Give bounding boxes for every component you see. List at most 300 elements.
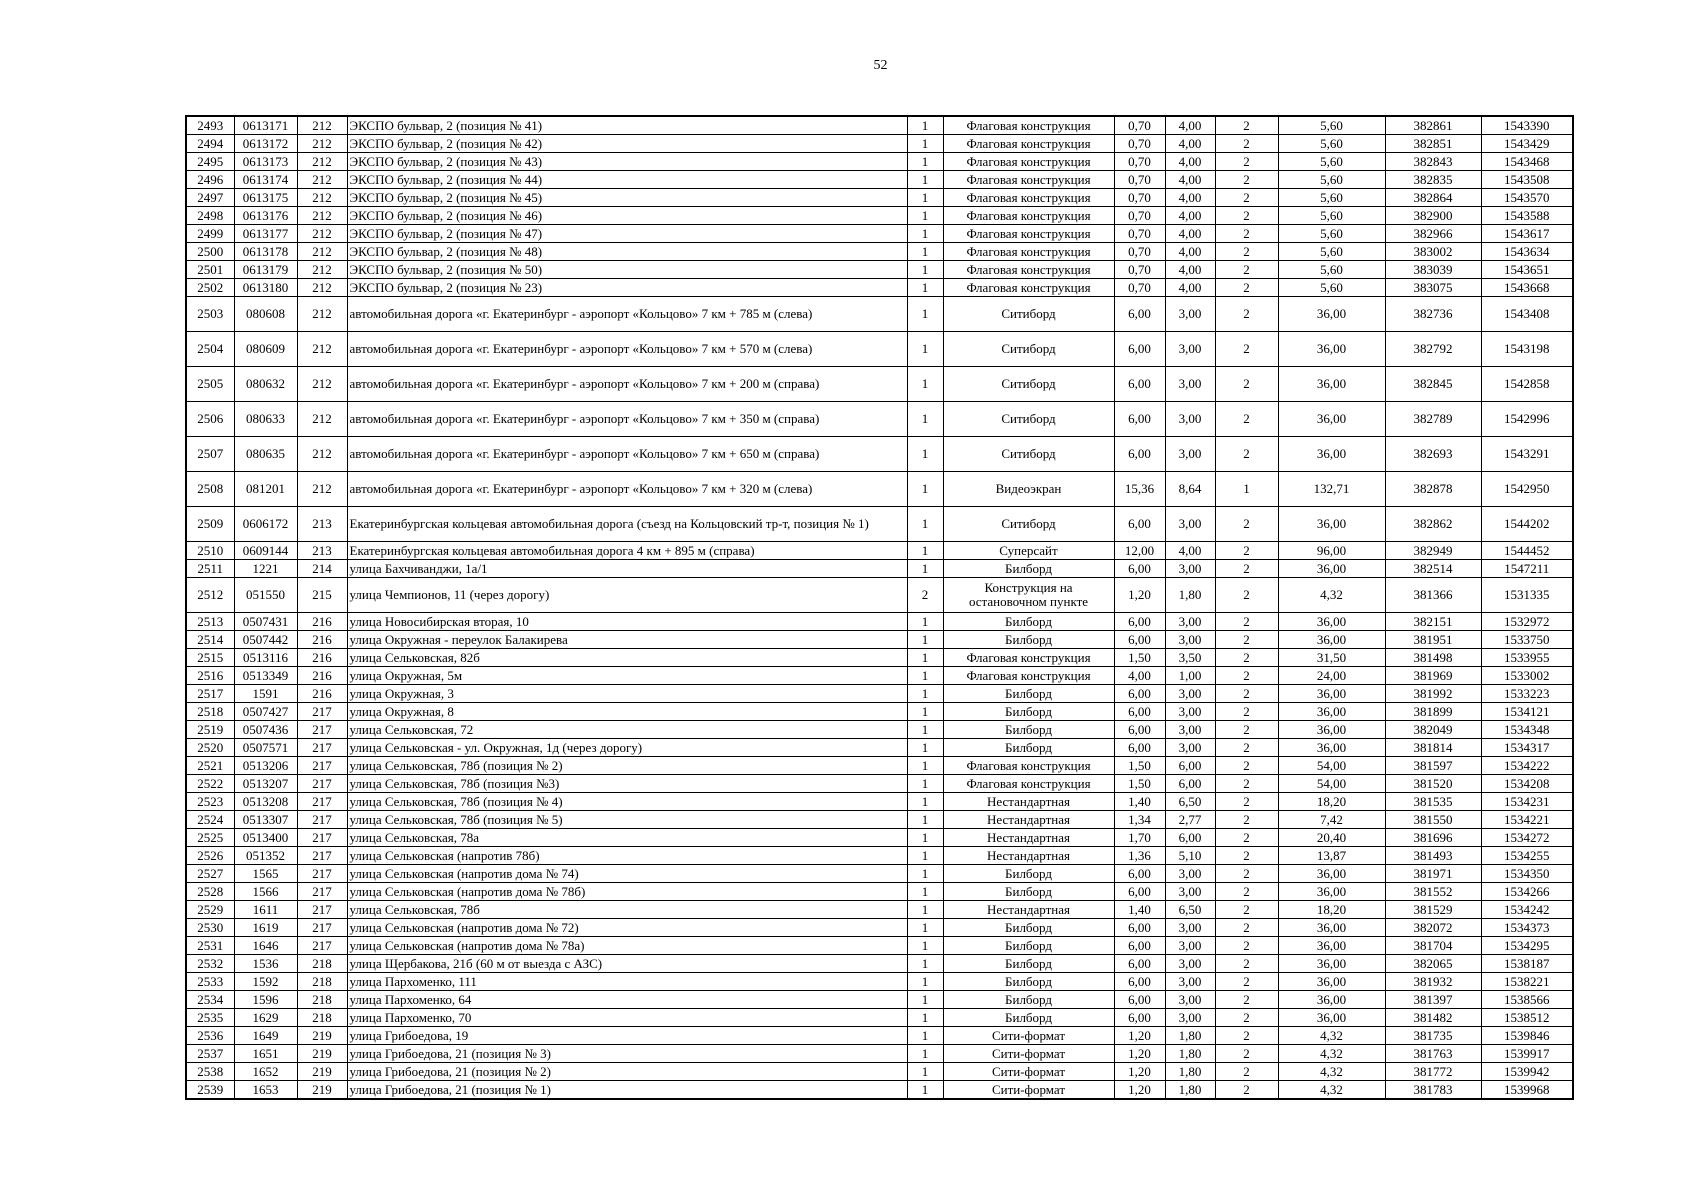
cell-area: 24,00 bbox=[1278, 667, 1385, 685]
table-row bbox=[186, 560, 1573, 578]
cell-row-number: 2518 bbox=[186, 703, 234, 721]
cell-construction-type: Суперсайт bbox=[943, 542, 1114, 560]
cell-address: автомобильная дорога «г. Екатеринбург - аэропорт «Кольцово» 7 км + 570 м (слева) bbox=[347, 332, 907, 367]
cell-row-number: 2506 bbox=[186, 402, 234, 437]
cell-constr-id: 0507571 bbox=[234, 739, 297, 757]
cell-row-number: 2512 bbox=[186, 578, 234, 613]
cell-constr-id: 080633 bbox=[234, 402, 297, 437]
cell-row-number: 2531 bbox=[186, 937, 234, 955]
cell-address: ЭКСПО бульвар, 2 (позиция № 48) bbox=[347, 243, 907, 261]
cell-address: улица Бахчиванджи, 1а/1 bbox=[347, 560, 907, 578]
cell-zone: 212 bbox=[297, 135, 347, 153]
cell-width: 0,70 bbox=[1114, 243, 1165, 261]
cell-coord-y: 1534317 bbox=[1481, 739, 1573, 757]
cell-zone: 217 bbox=[297, 811, 347, 829]
cell-construction-type: Нестандартная bbox=[943, 829, 1114, 847]
cell-construction-type: Нестандартная bbox=[943, 901, 1114, 919]
cell-area: 18,20 bbox=[1278, 793, 1385, 811]
cell-zone: 219 bbox=[297, 1081, 347, 1100]
cell-row-number: 2516 bbox=[186, 667, 234, 685]
cell-constr-id: 080632 bbox=[234, 367, 297, 402]
cell-coord-x: 382861 bbox=[1385, 116, 1481, 135]
cell-faces: 2 bbox=[1215, 402, 1278, 437]
cell-width: 4,00 bbox=[1114, 667, 1165, 685]
cell-row-number: 2528 bbox=[186, 883, 234, 901]
cell-constr-id: 1652 bbox=[234, 1063, 297, 1081]
cell-coord-y: 1538187 bbox=[1481, 955, 1573, 973]
cell-faces: 2 bbox=[1215, 1063, 1278, 1081]
cell-constr-id: 0613172 bbox=[234, 135, 297, 153]
cell-row-number: 2532 bbox=[186, 955, 234, 973]
cell-faces: 2 bbox=[1215, 437, 1278, 472]
cell-zone: 212 bbox=[297, 472, 347, 507]
cell-height: 6,00 bbox=[1165, 775, 1215, 793]
cell-address: улица Сельковская - ул. Окружная, 1д (через дорогу) bbox=[347, 739, 907, 757]
cell-sides-count: 1 bbox=[907, 685, 943, 703]
table-row bbox=[186, 901, 1573, 919]
cell-coord-x: 383002 bbox=[1385, 243, 1481, 261]
cell-faces: 2 bbox=[1215, 631, 1278, 649]
cell-coord-x: 382792 bbox=[1385, 332, 1481, 367]
cell-coord-y: 1547211 bbox=[1481, 560, 1573, 578]
cell-height: 1,80 bbox=[1165, 1081, 1215, 1100]
cell-faces: 1 bbox=[1215, 472, 1278, 507]
cell-construction-type: Билборд bbox=[943, 613, 1114, 631]
cell-zone: 218 bbox=[297, 973, 347, 991]
cell-height: 1,80 bbox=[1165, 578, 1215, 613]
cell-height: 3,00 bbox=[1165, 560, 1215, 578]
cell-sides-count: 1 bbox=[907, 901, 943, 919]
cell-area: 5,60 bbox=[1278, 207, 1385, 225]
cell-faces: 2 bbox=[1215, 703, 1278, 721]
cell-zone: 217 bbox=[297, 919, 347, 937]
cell-area: 36,00 bbox=[1278, 613, 1385, 631]
cell-row-number: 2504 bbox=[186, 332, 234, 367]
cell-construction-type: Ситиборд bbox=[943, 297, 1114, 332]
cell-row-number: 2537 bbox=[186, 1045, 234, 1063]
cell-constr-id: 1536 bbox=[234, 955, 297, 973]
cell-faces: 2 bbox=[1215, 847, 1278, 865]
cell-address: ЭКСПО бульвар, 2 (позиция № 46) bbox=[347, 207, 907, 225]
cell-construction-type: Ситиборд bbox=[943, 507, 1114, 542]
cell-coord-y: 1534272 bbox=[1481, 829, 1573, 847]
cell-row-number: 2497 bbox=[186, 189, 234, 207]
cell-construction-type: Билборд bbox=[943, 991, 1114, 1009]
cell-address: автомобильная дорога «г. Екатеринбург - аэропорт «Кольцово» 7 км + 350 м (справа) bbox=[347, 402, 907, 437]
cell-coord-x: 381397 bbox=[1385, 991, 1481, 1009]
cell-coord-x: 382514 bbox=[1385, 560, 1481, 578]
table-row bbox=[186, 955, 1573, 973]
cell-sides-count: 1 bbox=[907, 973, 943, 991]
cell-coord-x: 382736 bbox=[1385, 297, 1481, 332]
cell-construction-type: Видеоэкран bbox=[943, 472, 1114, 507]
table-row bbox=[186, 1027, 1573, 1045]
cell-constr-id: 1611 bbox=[234, 901, 297, 919]
table-row bbox=[186, 613, 1573, 631]
cell-area: 54,00 bbox=[1278, 757, 1385, 775]
cell-sides-count: 1 bbox=[907, 542, 943, 560]
cell-width: 1,50 bbox=[1114, 649, 1165, 667]
cell-zone: 212 bbox=[297, 243, 347, 261]
cell-height: 4,00 bbox=[1165, 153, 1215, 171]
cell-faces: 2 bbox=[1215, 542, 1278, 560]
cell-sides-count: 1 bbox=[907, 775, 943, 793]
cell-constr-id: 1646 bbox=[234, 937, 297, 955]
cell-width: 6,00 bbox=[1114, 937, 1165, 955]
cell-coord-x: 381992 bbox=[1385, 685, 1481, 703]
cell-constr-id: 0507436 bbox=[234, 721, 297, 739]
table-row bbox=[186, 991, 1573, 1009]
cell-width: 0,70 bbox=[1114, 171, 1165, 189]
cell-sides-count: 1 bbox=[907, 279, 943, 297]
cell-faces: 2 bbox=[1215, 1009, 1278, 1027]
table-row bbox=[186, 189, 1573, 207]
cell-width: 6,00 bbox=[1114, 507, 1165, 542]
cell-constr-id: 0513116 bbox=[234, 649, 297, 667]
cell-coord-y: 1543617 bbox=[1481, 225, 1573, 243]
cell-width: 6,00 bbox=[1114, 721, 1165, 739]
cell-coord-x: 381498 bbox=[1385, 649, 1481, 667]
cell-height: 3,00 bbox=[1165, 973, 1215, 991]
cell-sides-count: 1 bbox=[907, 793, 943, 811]
cell-height: 6,50 bbox=[1165, 901, 1215, 919]
cell-area: 36,00 bbox=[1278, 297, 1385, 332]
cell-coord-x: 381969 bbox=[1385, 667, 1481, 685]
cell-height: 3,00 bbox=[1165, 739, 1215, 757]
registry-body bbox=[186, 116, 1573, 1099]
cell-faces: 2 bbox=[1215, 332, 1278, 367]
cell-constr-id: 0613171 bbox=[234, 116, 297, 135]
cell-address: улица Сельковская (напротив дома № 72) bbox=[347, 919, 907, 937]
cell-width: 6,00 bbox=[1114, 631, 1165, 649]
cell-coord-y: 1543291 bbox=[1481, 437, 1573, 472]
cell-area: 36,00 bbox=[1278, 721, 1385, 739]
cell-coord-x: 383039 bbox=[1385, 261, 1481, 279]
cell-coord-y: 1533750 bbox=[1481, 631, 1573, 649]
cell-zone: 217 bbox=[297, 883, 347, 901]
cell-width: 12,00 bbox=[1114, 542, 1165, 560]
cell-constr-id: 081201 bbox=[234, 472, 297, 507]
cell-coord-x: 381696 bbox=[1385, 829, 1481, 847]
cell-height: 1,80 bbox=[1165, 1027, 1215, 1045]
cell-coord-y: 1543429 bbox=[1481, 135, 1573, 153]
cell-area: 36,00 bbox=[1278, 937, 1385, 955]
cell-row-number: 2511 bbox=[186, 560, 234, 578]
cell-width: 6,00 bbox=[1114, 991, 1165, 1009]
cell-sides-count: 1 bbox=[907, 116, 943, 135]
cell-coord-y: 1534208 bbox=[1481, 775, 1573, 793]
cell-width: 6,00 bbox=[1114, 402, 1165, 437]
cell-height: 4,00 bbox=[1165, 243, 1215, 261]
cell-width: 1,20 bbox=[1114, 1081, 1165, 1100]
cell-sides-count: 1 bbox=[907, 811, 943, 829]
cell-zone: 213 bbox=[297, 542, 347, 560]
cell-row-number: 2526 bbox=[186, 847, 234, 865]
cell-faces: 2 bbox=[1215, 721, 1278, 739]
cell-width: 6,00 bbox=[1114, 739, 1165, 757]
cell-zone: 218 bbox=[297, 1009, 347, 1027]
page-number: 52 bbox=[873, 58, 888, 73]
cell-address: автомобильная дорога «г. Екатеринбург - аэропорт «Кольцово» 7 км + 785 м (слева) bbox=[347, 297, 907, 332]
cell-construction-type: Флаговая конструкция bbox=[943, 225, 1114, 243]
table-row bbox=[186, 1045, 1573, 1063]
cell-sides-count: 1 bbox=[907, 991, 943, 1009]
cell-construction-type: Билборд bbox=[943, 685, 1114, 703]
cell-height: 1,80 bbox=[1165, 1063, 1215, 1081]
cell-constr-id: 1565 bbox=[234, 865, 297, 883]
cell-row-number: 2520 bbox=[186, 739, 234, 757]
cell-faces: 2 bbox=[1215, 261, 1278, 279]
table-row bbox=[186, 703, 1573, 721]
cell-width: 6,00 bbox=[1114, 919, 1165, 937]
cell-coord-x: 381550 bbox=[1385, 811, 1481, 829]
cell-coord-x: 381552 bbox=[1385, 883, 1481, 901]
cell-coord-y: 1534255 bbox=[1481, 847, 1573, 865]
cell-faces: 2 bbox=[1215, 297, 1278, 332]
cell-construction-type: Нестандартная bbox=[943, 847, 1114, 865]
cell-area: 36,00 bbox=[1278, 437, 1385, 472]
cell-address: улица Грибоедова, 21 (позиция № 3) bbox=[347, 1045, 907, 1063]
cell-area: 4,32 bbox=[1278, 1045, 1385, 1063]
cell-address: улица Окружная, 5м bbox=[347, 667, 907, 685]
cell-row-number: 2501 bbox=[186, 261, 234, 279]
cell-zone: 216 bbox=[297, 613, 347, 631]
cell-width: 6,00 bbox=[1114, 560, 1165, 578]
cell-faces: 2 bbox=[1215, 901, 1278, 919]
cell-sides-count: 1 bbox=[907, 937, 943, 955]
cell-height: 4,00 bbox=[1165, 135, 1215, 153]
cell-width: 1,70 bbox=[1114, 829, 1165, 847]
cell-sides-count: 1 bbox=[907, 225, 943, 243]
cell-row-number: 2535 bbox=[186, 1009, 234, 1027]
table-row bbox=[186, 153, 1573, 171]
cell-height: 4,00 bbox=[1165, 207, 1215, 225]
cell-height: 3,00 bbox=[1165, 297, 1215, 332]
cell-height: 3,00 bbox=[1165, 631, 1215, 649]
cell-construction-type: Флаговая конструкция bbox=[943, 171, 1114, 189]
cell-height: 6,00 bbox=[1165, 829, 1215, 847]
cell-width: 1,20 bbox=[1114, 1027, 1165, 1045]
cell-address: улица Пархоменко, 70 bbox=[347, 1009, 907, 1027]
cell-coord-x: 381772 bbox=[1385, 1063, 1481, 1081]
cell-construction-type: Билборд bbox=[943, 919, 1114, 937]
cell-height: 5,10 bbox=[1165, 847, 1215, 865]
cell-row-number: 2508 bbox=[186, 472, 234, 507]
cell-constr-id: 0613179 bbox=[234, 261, 297, 279]
cell-width: 1,20 bbox=[1114, 1045, 1165, 1063]
cell-sides-count: 1 bbox=[907, 207, 943, 225]
cell-zone: 212 bbox=[297, 225, 347, 243]
cell-coord-x: 382843 bbox=[1385, 153, 1481, 171]
cell-construction-type: Флаговая конструкция bbox=[943, 189, 1114, 207]
cell-area: 36,00 bbox=[1278, 919, 1385, 937]
cell-coord-y: 1539917 bbox=[1481, 1045, 1573, 1063]
cell-constr-id: 080635 bbox=[234, 437, 297, 472]
cell-coord-y: 1534373 bbox=[1481, 919, 1573, 937]
cell-coord-y: 1534222 bbox=[1481, 757, 1573, 775]
table-row bbox=[186, 402, 1573, 437]
cell-row-number: 2515 bbox=[186, 649, 234, 667]
cell-row-number: 2517 bbox=[186, 685, 234, 703]
cell-faces: 2 bbox=[1215, 560, 1278, 578]
cell-coord-y: 1532972 bbox=[1481, 613, 1573, 631]
cell-faces: 2 bbox=[1215, 1045, 1278, 1063]
cell-faces: 2 bbox=[1215, 919, 1278, 937]
cell-constr-id: 0507431 bbox=[234, 613, 297, 631]
cell-sides-count: 1 bbox=[907, 402, 943, 437]
cell-coord-x: 381366 bbox=[1385, 578, 1481, 613]
cell-coord-x: 381493 bbox=[1385, 847, 1481, 865]
cell-coord-y: 1534350 bbox=[1481, 865, 1573, 883]
cell-width: 15,36 bbox=[1114, 472, 1165, 507]
table-row bbox=[186, 811, 1573, 829]
cell-sides-count: 1 bbox=[907, 739, 943, 757]
cell-sides-count: 1 bbox=[907, 1045, 943, 1063]
cell-constr-id: 0613176 bbox=[234, 207, 297, 225]
cell-sides-count: 1 bbox=[907, 437, 943, 472]
cell-address: автомобильная дорога «г. Екатеринбург - аэропорт «Кольцово» 7 км + 650 м (справа) bbox=[347, 437, 907, 472]
cell-address: улица Сельковская (напротив 78б) bbox=[347, 847, 907, 865]
cell-row-number: 2494 bbox=[186, 135, 234, 153]
table-row bbox=[186, 847, 1573, 865]
cell-faces: 2 bbox=[1215, 613, 1278, 631]
cell-construction-type: Сити-формат bbox=[943, 1045, 1114, 1063]
table-row bbox=[186, 507, 1573, 542]
cell-height: 3,00 bbox=[1165, 919, 1215, 937]
cell-faces: 2 bbox=[1215, 171, 1278, 189]
cell-width: 6,00 bbox=[1114, 703, 1165, 721]
cell-coord-y: 1543634 bbox=[1481, 243, 1573, 261]
cell-address: улица Чемпионов, 11 (через дорогу) bbox=[347, 578, 907, 613]
cell-height: 3,00 bbox=[1165, 955, 1215, 973]
cell-height: 3,00 bbox=[1165, 613, 1215, 631]
cell-constr-id: 0613180 bbox=[234, 279, 297, 297]
table-row bbox=[186, 919, 1573, 937]
cell-constr-id: 0613174 bbox=[234, 171, 297, 189]
cell-coord-x: 383075 bbox=[1385, 279, 1481, 297]
cell-sides-count: 1 bbox=[907, 135, 943, 153]
cell-area: 36,00 bbox=[1278, 955, 1385, 973]
cell-construction-type: Сити-формат bbox=[943, 1063, 1114, 1081]
cell-coord-y: 1539968 bbox=[1481, 1081, 1573, 1100]
cell-width: 1,40 bbox=[1114, 793, 1165, 811]
cell-coord-x: 381482 bbox=[1385, 1009, 1481, 1027]
cell-zone: 212 bbox=[297, 207, 347, 225]
cell-coord-y: 1543390 bbox=[1481, 116, 1573, 135]
cell-height: 1,00 bbox=[1165, 667, 1215, 685]
cell-construction-type: Билборд bbox=[943, 721, 1114, 739]
cell-width: 1,20 bbox=[1114, 578, 1165, 613]
cell-coord-x: 382049 bbox=[1385, 721, 1481, 739]
cell-faces: 2 bbox=[1215, 883, 1278, 901]
cell-width: 6,00 bbox=[1114, 865, 1165, 883]
cell-construction-type: Сити-формат bbox=[943, 1027, 1114, 1045]
cell-constr-id: 0613175 bbox=[234, 189, 297, 207]
cell-row-number: 2513 bbox=[186, 613, 234, 631]
cell-width: 1,40 bbox=[1114, 901, 1165, 919]
cell-height: 1,80 bbox=[1165, 1045, 1215, 1063]
cell-width: 6,00 bbox=[1114, 883, 1165, 901]
cell-address: улица Грибоедова, 21 (позиция № 2) bbox=[347, 1063, 907, 1081]
cell-coord-x: 382151 bbox=[1385, 613, 1481, 631]
cell-coord-y: 1534266 bbox=[1481, 883, 1573, 901]
cell-area: 36,00 bbox=[1278, 560, 1385, 578]
cell-row-number: 2510 bbox=[186, 542, 234, 560]
cell-coord-x: 382851 bbox=[1385, 135, 1481, 153]
cell-address: улица Окружная - переулок Балакирева bbox=[347, 631, 907, 649]
cell-constr-id: 0609144 bbox=[234, 542, 297, 560]
cell-area: 5,60 bbox=[1278, 243, 1385, 261]
table-row bbox=[186, 649, 1573, 667]
cell-faces: 2 bbox=[1215, 225, 1278, 243]
cell-address: ЭКСПО бульвар, 2 (позиция № 41) bbox=[347, 116, 907, 135]
cell-construction-type: Билборд bbox=[943, 560, 1114, 578]
cell-constr-id: 1649 bbox=[234, 1027, 297, 1045]
cell-coord-x: 382878 bbox=[1385, 472, 1481, 507]
cell-sides-count: 1 bbox=[907, 367, 943, 402]
cell-row-number: 2502 bbox=[186, 279, 234, 297]
cell-faces: 2 bbox=[1215, 135, 1278, 153]
cell-row-number: 2514 bbox=[186, 631, 234, 649]
cell-area: 36,00 bbox=[1278, 703, 1385, 721]
cell-coord-y: 1534348 bbox=[1481, 721, 1573, 739]
cell-constr-id: 080608 bbox=[234, 297, 297, 332]
cell-address: ЭКСПО бульвар, 2 (позиция № 43) bbox=[347, 153, 907, 171]
cell-zone: 217 bbox=[297, 721, 347, 739]
cell-width: 0,70 bbox=[1114, 279, 1165, 297]
cell-width: 6,00 bbox=[1114, 297, 1165, 332]
cell-constr-id: 051352 bbox=[234, 847, 297, 865]
table-row bbox=[186, 261, 1573, 279]
cell-height: 3,50 bbox=[1165, 649, 1215, 667]
cell-construction-type: Билборд bbox=[943, 739, 1114, 757]
cell-constr-id: 1566 bbox=[234, 883, 297, 901]
cell-construction-type: Нестандартная bbox=[943, 811, 1114, 829]
cell-width: 6,00 bbox=[1114, 955, 1165, 973]
cell-zone: 217 bbox=[297, 937, 347, 955]
cell-zone: 212 bbox=[297, 261, 347, 279]
table-row bbox=[186, 973, 1573, 991]
cell-address: улица Окружная, 8 bbox=[347, 703, 907, 721]
cell-coord-y: 1533955 bbox=[1481, 649, 1573, 667]
cell-height: 4,00 bbox=[1165, 279, 1215, 297]
cell-construction-type: Флаговая конструкция bbox=[943, 116, 1114, 135]
cell-zone: 212 bbox=[297, 116, 347, 135]
cell-area: 4,32 bbox=[1278, 1081, 1385, 1100]
cell-row-number: 2523 bbox=[186, 793, 234, 811]
cell-sides-count: 1 bbox=[907, 667, 943, 685]
cell-coord-y: 1539846 bbox=[1481, 1027, 1573, 1045]
cell-area: 36,00 bbox=[1278, 631, 1385, 649]
cell-address: улица Пархоменко, 64 bbox=[347, 991, 907, 1009]
cell-coord-x: 381520 bbox=[1385, 775, 1481, 793]
table-row bbox=[186, 757, 1573, 775]
cell-coord-x: 381932 bbox=[1385, 973, 1481, 991]
cell-width: 0,70 bbox=[1114, 261, 1165, 279]
cell-zone: 219 bbox=[297, 1045, 347, 1063]
cell-faces: 2 bbox=[1215, 865, 1278, 883]
cell-coord-x: 381529 bbox=[1385, 901, 1481, 919]
cell-area: 13,87 bbox=[1278, 847, 1385, 865]
cell-faces: 2 bbox=[1215, 955, 1278, 973]
cell-constr-id: 1653 bbox=[234, 1081, 297, 1100]
cell-area: 5,60 bbox=[1278, 189, 1385, 207]
cell-sides-count: 1 bbox=[907, 955, 943, 973]
cell-faces: 2 bbox=[1215, 649, 1278, 667]
cell-zone: 217 bbox=[297, 757, 347, 775]
cell-row-number: 2539 bbox=[186, 1081, 234, 1100]
cell-coord-x: 382693 bbox=[1385, 437, 1481, 472]
